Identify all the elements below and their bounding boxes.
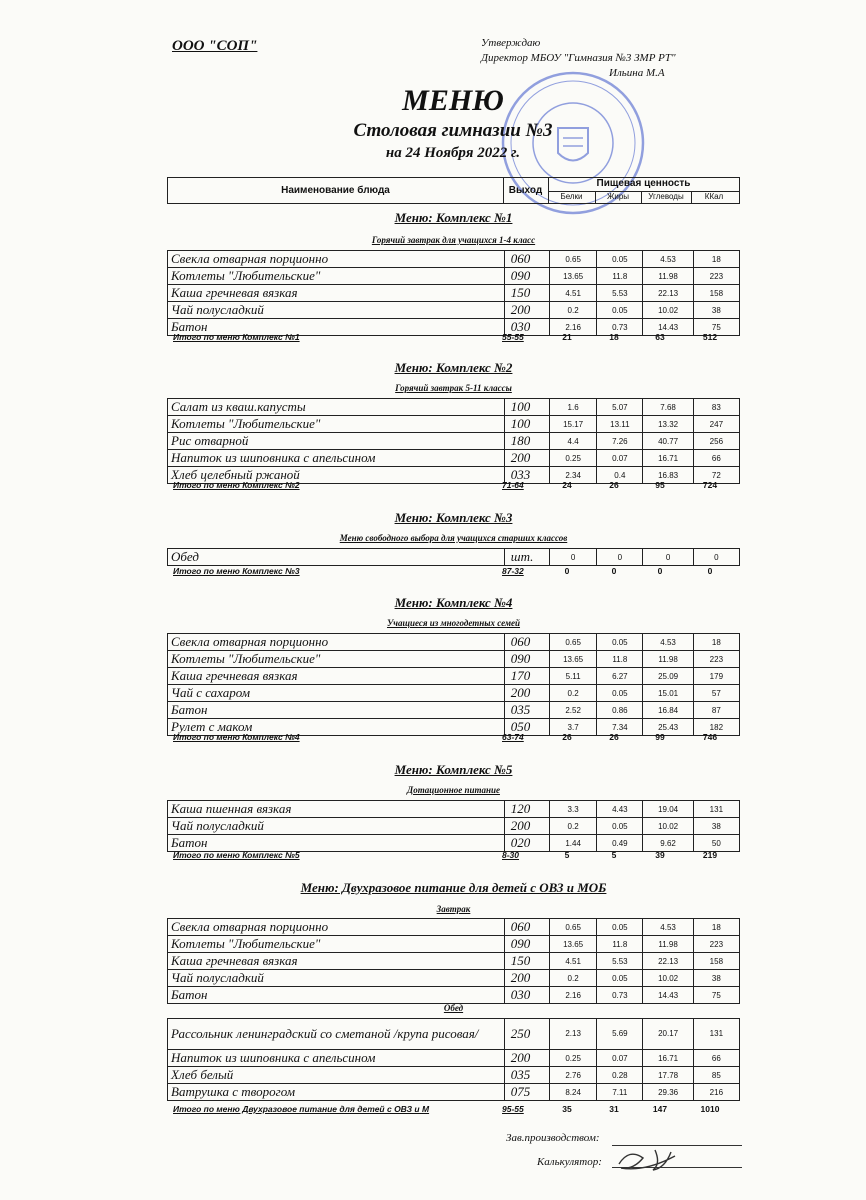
kcal-value: 158 — [693, 285, 739, 302]
fat-value: 4.43 — [597, 801, 643, 818]
carbs-value: 0 — [643, 549, 693, 566]
kcal-value: 72 — [693, 467, 739, 484]
total-carbs: 0 — [657, 566, 663, 576]
fat-value: 0.73 — [597, 987, 643, 1004]
dish-yield: 050 — [504, 719, 549, 736]
fat-value: 0 — [597, 549, 643, 566]
dish-name: Напиток из шиповника с апельсином — [168, 450, 505, 467]
dish-yield: 200 — [504, 970, 549, 987]
dish-yield: 120 — [504, 801, 549, 818]
fat-value: 0.05 — [597, 970, 643, 987]
dish-yield: 200 — [504, 1050, 549, 1067]
fat-value: 0.05 — [597, 818, 643, 835]
fat-value: 5.69 — [597, 1019, 643, 1050]
carbs-value: 16.83 — [643, 467, 693, 484]
dish-table — [167, 250, 740, 336]
table-row — [168, 919, 740, 936]
kcal-value: 50 — [693, 835, 739, 852]
dish-yield: 100 — [504, 416, 549, 433]
dish-yield: 150 — [504, 285, 549, 302]
dish-name: Чай полусладкий — [168, 302, 505, 319]
kcal-value: 18 — [693, 634, 739, 651]
dish-name: Хлеб белый — [168, 1067, 505, 1084]
table-row — [168, 450, 740, 467]
carbs-value: 29.36 — [643, 1084, 693, 1101]
total-carbs: 147 — [652, 1104, 668, 1114]
carbs-value: 9.62 — [643, 835, 693, 852]
kcal-value: 38 — [693, 818, 739, 835]
fat-value: 0.05 — [597, 919, 643, 936]
total-label: Итого по меню Комплекс №5 — [173, 850, 300, 860]
total-kcal: 0 — [707, 566, 713, 576]
dish-name: Батон — [168, 835, 505, 852]
dish-yield: 180 — [504, 433, 549, 450]
dish-name: Каша гречневая вязкая — [168, 668, 505, 685]
total-fat: 0 — [611, 566, 617, 576]
kcal-value: 131 — [693, 1019, 739, 1050]
total-carbs: 39 — [655, 850, 665, 860]
dish-yield: 170 — [504, 668, 549, 685]
dish-yield: 090 — [504, 651, 549, 668]
carbs-value: 20.17 — [643, 1019, 693, 1050]
fat-value: 0.07 — [597, 450, 643, 467]
table-row — [168, 1050, 740, 1067]
fat-value: 0.4 — [597, 467, 643, 484]
kcal-value: 0 — [693, 549, 739, 566]
table-row — [168, 651, 740, 668]
carbs-value: 11.98 — [643, 268, 693, 285]
total-protein: 26 — [562, 732, 572, 742]
dish-name: Напиток из шиповника с апельсином — [168, 1050, 505, 1067]
handwritten-signature — [615, 1142, 685, 1176]
dish-name: Каша гречневая вязкая — [168, 285, 505, 302]
fat-value: 0.05 — [597, 634, 643, 651]
protein-value: 2.16 — [550, 319, 597, 336]
total-kcal: 746 — [702, 732, 718, 742]
section-subtitle: Меню свободного выбора для учащихся старших классов — [339, 533, 568, 543]
protein-value: 4.51 — [550, 285, 597, 302]
total-carbs: 95 — [655, 480, 665, 490]
protein-value: 0.2 — [550, 818, 597, 835]
protein-value: 0.2 — [550, 685, 597, 702]
section-subtitle: Завтрак — [436, 904, 471, 914]
protein-value: 2.76 — [550, 1067, 597, 1084]
section-subtitle: Обед — [443, 1003, 464, 1013]
kcal-value: 18 — [693, 251, 739, 268]
dish-name: Обед — [168, 549, 505, 566]
dish-table — [167, 398, 740, 484]
column-header-kcal: ККал — [704, 192, 724, 201]
section-subtitle: Горячий завтрак для учащихся 1-4 класс — [371, 235, 536, 245]
dish-name: Свекла отварная порционно — [168, 634, 505, 651]
total-protein: 21 — [562, 332, 572, 342]
dish-yield: 090 — [504, 936, 549, 953]
kcal-value: 75 — [693, 319, 739, 336]
table-row — [168, 1067, 740, 1084]
total-protein: 24 — [562, 480, 572, 490]
total-label: Итого по меню Комплекс №4 — [173, 732, 300, 742]
total-kcal: 512 — [702, 332, 718, 342]
fat-value: 0.86 — [597, 702, 643, 719]
section-title: Меню: Комплекс №1 — [394, 210, 513, 225]
carbs-value: 15.01 — [643, 685, 693, 702]
fat-value: 0.05 — [597, 302, 643, 319]
fat-value: 0.07 — [597, 1050, 643, 1067]
total-kcal: 724 — [702, 480, 718, 490]
kcal-value: 66 — [693, 450, 739, 467]
production-manager-label: Зав.производством: — [506, 1132, 600, 1144]
section-total-row — [167, 566, 740, 578]
carbs-value: 10.02 — [643, 818, 693, 835]
table-row — [168, 251, 740, 268]
dish-name: Рулет с маком — [168, 719, 505, 736]
carbs-value: 11.98 — [643, 651, 693, 668]
fat-value: 7.26 — [597, 433, 643, 450]
kcal-value: 216 — [693, 1084, 739, 1101]
dish-table — [167, 800, 740, 852]
total-fat: 26 — [609, 732, 619, 742]
approval-line: Утверждаю — [481, 37, 541, 49]
column-header-protein: Белки — [548, 192, 596, 203]
dish-name: Свекла отварная порционно — [168, 251, 505, 268]
section-total-row — [167, 1104, 740, 1116]
section-total-row — [167, 480, 740, 492]
total-kcal: 219 — [702, 850, 718, 860]
kcal-value: 256 — [693, 433, 739, 450]
dish-yield: 020 — [504, 835, 549, 852]
carbs-value: 4.53 — [643, 919, 693, 936]
total-code: 63-74 — [502, 732, 524, 742]
protein-value: 5.11 — [550, 668, 597, 685]
dish-name: Рассольник ленинградский со сметаной /крупа рисовая/ — [168, 1019, 505, 1050]
dish-yield: 060 — [504, 634, 549, 651]
total-fat: 5 — [611, 850, 617, 860]
kcal-value: 223 — [693, 936, 739, 953]
dish-name: Рис отварной — [168, 433, 505, 450]
dish-yield: 200 — [504, 302, 549, 319]
dish-name: Каша пшенная вязкая — [168, 801, 505, 818]
dish-yield: 035 — [504, 702, 549, 719]
carbs-value: 25.09 — [643, 668, 693, 685]
kcal-value: 87 — [693, 702, 739, 719]
total-carbs: 99 — [655, 732, 665, 742]
table-row — [168, 702, 740, 719]
total-fat: 18 — [609, 332, 619, 342]
protein-value: 0.2 — [550, 970, 597, 987]
table-row — [168, 835, 740, 852]
protein-value: 13.65 — [550, 651, 597, 668]
carbs-value: 19.04 — [643, 801, 693, 818]
carbs-value: 17.78 — [643, 1067, 693, 1084]
protein-value: 4.4 — [550, 433, 597, 450]
dish-yield: 075 — [504, 1084, 549, 1101]
total-label: Итого по меню Комплекс №3 — [173, 566, 300, 576]
menu-date: на 24 Ноября 2022 г. — [385, 145, 521, 161]
kcal-value: 57 — [693, 685, 739, 702]
dish-table — [167, 633, 740, 736]
carbs-value: 16.71 — [643, 1050, 693, 1067]
kcal-value: 247 — [693, 416, 739, 433]
dish-yield: шт. — [504, 549, 549, 566]
protein-value: 13.65 — [550, 268, 597, 285]
total-fat: 31 — [609, 1104, 619, 1114]
fat-value: 5.07 — [597, 399, 643, 416]
fat-value: 7.11 — [597, 1084, 643, 1101]
total-fat: 26 — [609, 480, 619, 490]
kcal-value: 223 — [693, 651, 739, 668]
section-subtitle: Дотационное питание — [407, 785, 500, 795]
total-code: 55-55 — [502, 332, 524, 342]
dish-name: Ватрушка с творогом — [168, 1084, 505, 1101]
table-row — [168, 549, 740, 566]
protein-value: 0.65 — [550, 634, 597, 651]
fat-value: 0.73 — [597, 319, 643, 336]
column-header-carbs: Углеводы — [641, 192, 692, 203]
dish-name: Каша гречневая вязкая — [168, 953, 505, 970]
protein-value: 0.25 — [550, 1050, 597, 1067]
carbs-value: 4.53 — [643, 251, 693, 268]
fat-value: 0.05 — [597, 251, 643, 268]
total-code: 95-55 — [502, 1104, 524, 1114]
dish-yield: 030 — [504, 319, 549, 336]
dish-yield: 250 — [504, 1019, 549, 1050]
protein-value: 15.17 — [550, 416, 597, 433]
protein-value: 2.13 — [550, 1019, 597, 1050]
carbs-value: 10.02 — [643, 302, 693, 319]
carbs-value: 16.71 — [643, 450, 693, 467]
column-header-yield: Выход — [503, 178, 549, 203]
dish-yield: 200 — [504, 685, 549, 702]
kcal-value: 158 — [693, 953, 739, 970]
table-row — [168, 987, 740, 1004]
table-row — [168, 668, 740, 685]
column-header-fat: Жиры — [595, 192, 642, 203]
table-row — [168, 433, 740, 450]
dish-yield: 035 — [504, 1067, 549, 1084]
table-row — [168, 1019, 740, 1050]
fat-value: 7.34 — [597, 719, 643, 736]
dish-yield: 030 — [504, 987, 549, 1004]
dish-name: Котлеты "Любительские" — [168, 416, 505, 433]
protein-value: 2.52 — [550, 702, 597, 719]
fat-value: 0.49 — [597, 835, 643, 852]
protein-value: 3.3 — [550, 801, 597, 818]
total-code: 87-32 — [502, 566, 524, 576]
carbs-value: 14.43 — [643, 319, 693, 336]
protein-value: 1.6 — [550, 399, 597, 416]
total-code: 8-30 — [502, 850, 520, 860]
section-title: Меню: Комплекс №2 — [394, 360, 513, 375]
table-row — [168, 953, 740, 970]
kcal-value: 18 — [693, 919, 739, 936]
carbs-value: 14.43 — [643, 987, 693, 1004]
protein-value: 1.44 — [550, 835, 597, 852]
dish-name: Чай с сахаром — [168, 685, 505, 702]
fat-value: 0.28 — [597, 1067, 643, 1084]
kcal-value: 38 — [693, 302, 739, 319]
nutrition-header: Пищевая ценность — [548, 178, 739, 192]
carbs-value: 11.98 — [643, 936, 693, 953]
kcal-value: 38 — [693, 970, 739, 987]
dish-name: Свекла отварная порционно — [168, 919, 505, 936]
protein-value: 0.25 — [550, 450, 597, 467]
dish-yield: 060 — [504, 251, 549, 268]
section-total-row — [167, 332, 740, 344]
kcal-value: 66 — [693, 1050, 739, 1067]
protein-value: 0.65 — [550, 919, 597, 936]
protein-value: 13.65 — [550, 936, 597, 953]
kcal-value: 179 — [693, 668, 739, 685]
section-total-row — [167, 732, 740, 744]
fat-value: 5.53 — [597, 285, 643, 302]
total-protein: 35 — [562, 1104, 572, 1114]
calculator-label: Калькулятор: — [537, 1156, 602, 1168]
dish-yield: 200 — [504, 450, 549, 467]
table-row — [168, 818, 740, 835]
total-label: Итого по меню Комплекс №1 — [173, 332, 300, 342]
protein-value: 8.24 — [550, 1084, 597, 1101]
fat-value: 0.05 — [597, 685, 643, 702]
dish-name: Салат из кваш.капусты — [168, 399, 505, 416]
carbs-value: 4.53 — [643, 634, 693, 651]
kcal-value: 131 — [693, 801, 739, 818]
table-row — [168, 801, 740, 818]
section-total-row — [167, 850, 740, 862]
kcal-value: 182 — [693, 719, 739, 736]
table-header — [167, 177, 740, 204]
total-protein: 5 — [564, 850, 570, 860]
protein-value: 0.65 — [550, 251, 597, 268]
section-title: Меню: Комплекс №4 — [394, 595, 513, 610]
section-title: Меню: Комплекс №3 — [394, 510, 513, 525]
fat-value: 5.53 — [597, 953, 643, 970]
total-kcal: 1010 — [700, 1104, 720, 1114]
table-row — [168, 970, 740, 987]
dish-table — [167, 548, 740, 566]
fat-value: 11.8 — [597, 936, 643, 953]
protein-value: 4.51 — [550, 953, 597, 970]
fat-value: 11.8 — [597, 268, 643, 285]
dish-yield: 033 — [504, 467, 549, 484]
total-label: Итого по меню Двухразовое питание для детей с ОВЗ и М — [173, 1104, 430, 1114]
total-code: 71-64 — [502, 480, 524, 490]
dish-name: Чай полусладкий — [168, 818, 505, 835]
fat-value: 11.8 — [597, 651, 643, 668]
table-row — [168, 268, 740, 285]
table-row — [168, 634, 740, 651]
kcal-value: 83 — [693, 399, 739, 416]
organization-name: ООО "СОП" — [172, 38, 258, 54]
approval-line: Ильина М.А — [609, 67, 665, 79]
carbs-value: 22.13 — [643, 953, 693, 970]
dish-name: Чай полусладкий — [168, 970, 505, 987]
section-subtitle: Горячий завтрак 5-11 классы — [395, 383, 512, 393]
table-row — [168, 416, 740, 433]
table-row — [168, 1084, 740, 1101]
dish-yield: 200 — [504, 818, 549, 835]
dish-name: Батон — [168, 987, 505, 1004]
column-header-nutrition — [548, 178, 739, 203]
dish-yield: 100 — [504, 399, 549, 416]
page-title: МЕНЮ — [402, 84, 504, 117]
table-row — [168, 285, 740, 302]
table-row — [168, 399, 740, 416]
section-subtitle: Учащиеся из многодетных семей — [386, 618, 521, 628]
table-row — [168, 685, 740, 702]
fat-value: 13.11 — [597, 416, 643, 433]
dish-yield: 150 — [504, 953, 549, 970]
carbs-value: 13.32 — [643, 416, 693, 433]
dish-name: Батон — [168, 319, 505, 336]
kcal-value: 75 — [693, 987, 739, 1004]
protein-value: 2.16 — [550, 987, 597, 1004]
kcal-value: 223 — [693, 268, 739, 285]
carbs-value: 40.77 — [643, 433, 693, 450]
dish-name: Батон — [168, 702, 505, 719]
dish-table — [167, 1018, 740, 1101]
kcal-value: 85 — [693, 1067, 739, 1084]
dish-table — [167, 918, 740, 1004]
section-title: Меню: Двухразовое питание для детей с ОВЗ и МОБ — [300, 880, 607, 895]
protein-value: 3.7 — [550, 719, 597, 736]
section-title: Меню: Комплекс №5 — [394, 762, 513, 777]
carbs-value: 10.02 — [643, 970, 693, 987]
dish-name: Котлеты "Любительские" — [168, 651, 505, 668]
protein-value: 0.2 — [550, 302, 597, 319]
carbs-value: 25.43 — [643, 719, 693, 736]
approval-line: Директор МБОУ "Гимназия №3 ЗМР РТ" — [481, 52, 676, 64]
table-row — [168, 936, 740, 953]
carbs-value: 7.68 — [643, 399, 693, 416]
protein-value: 0 — [550, 549, 597, 566]
dish-name: Котлеты "Любительские" — [168, 268, 505, 285]
carbs-value: 22.13 — [643, 285, 693, 302]
carbs-value: 16.84 — [643, 702, 693, 719]
dish-name: Котлеты "Любительские" — [168, 936, 505, 953]
fat-value: 6.27 — [597, 668, 643, 685]
column-header-name: Наименование блюда — [168, 178, 504, 203]
total-carbs: 63 — [655, 332, 665, 342]
dish-yield: 090 — [504, 268, 549, 285]
total-label: Итого по меню Комплекс №2 — [173, 480, 300, 490]
page-subtitle: Столовая гимназии №3 — [353, 120, 553, 141]
table-row — [168, 302, 740, 319]
total-protein: 0 — [564, 566, 570, 576]
protein-value: 2.34 — [550, 467, 597, 484]
dish-yield: 060 — [504, 919, 549, 936]
dish-name: Хлеб целебный ржаной — [168, 467, 505, 484]
